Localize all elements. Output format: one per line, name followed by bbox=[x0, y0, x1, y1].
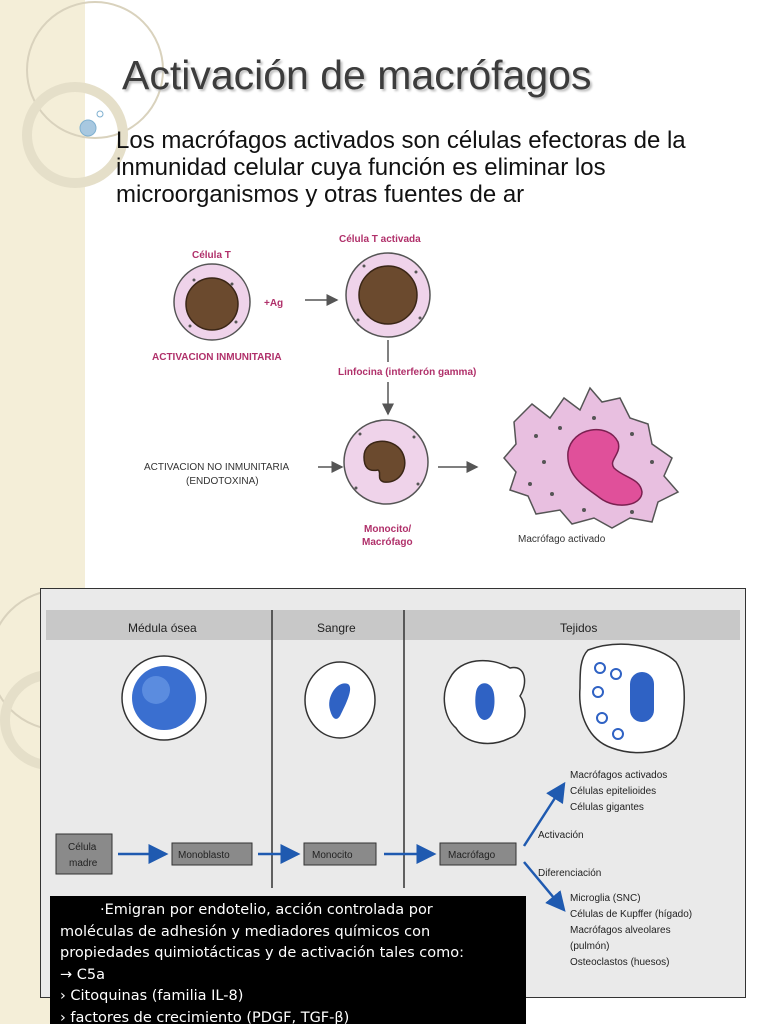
differentiated-output-3: Macrófagos alveolares bbox=[570, 925, 671, 936]
note-line-2: moléculas de adhesión y mediadores químicos con bbox=[60, 923, 431, 940]
header-tissues: Tejidos bbox=[560, 621, 598, 635]
activated-macrophage-label: Macrófago activado bbox=[518, 534, 606, 545]
header-blood: Sangre bbox=[317, 621, 356, 635]
note-line-5: › Citoquinas (familia IL-8) bbox=[60, 988, 244, 1004]
stem-cell-label-2: madre bbox=[69, 858, 98, 869]
differentiated-output-2: Células de Kupffer (hígado) bbox=[570, 909, 693, 920]
note-line-4: → C5a bbox=[60, 966, 105, 983]
monocyte-label-2: Macrófago bbox=[362, 537, 413, 548]
non-immune-label-1: ACTIVACION NO INMUNITARIA bbox=[144, 462, 290, 473]
stem-cell-image bbox=[122, 656, 206, 740]
note-line-1: ·Emigran por endotelio, acción controlada por bbox=[100, 902, 433, 918]
macrophage-label: Macrófago bbox=[448, 850, 496, 861]
slide-body-text: Los macrófagos activados son células efectoras de la inmunidad celular cuya función es eliminar los microorganismos y otras fuentes de ar bbox=[116, 127, 686, 208]
macrophage-activation-figure bbox=[132, 222, 702, 560]
immune-activation-label: ACTIVACION INMUNITARIA bbox=[152, 352, 282, 363]
cell-t-label: Célula T bbox=[192, 250, 231, 261]
header-bone-marrow: Médula ósea bbox=[128, 621, 197, 635]
monocyte-cell bbox=[344, 420, 428, 504]
differentiated-output-5: Osteoclastos (huesos) bbox=[570, 957, 670, 968]
activated-output-2: Células epitelioides bbox=[570, 786, 657, 797]
note-line-3: propiedades quimiotácticas y de activación tales como: bbox=[60, 945, 465, 961]
decor-bubble-2 bbox=[97, 111, 103, 117]
t-cell bbox=[174, 264, 250, 340]
blood-monocyte-image bbox=[305, 662, 375, 738]
monocyte-label-1: Monocito/ bbox=[364, 524, 412, 535]
slide-title: Activación de macrófagos bbox=[122, 52, 592, 98]
activation-label: Activación bbox=[538, 830, 584, 841]
activated-output-1: Macrófagos activados bbox=[570, 770, 668, 781]
cell-t-activated-label: Célula T activada bbox=[339, 234, 421, 245]
activated-t-cell bbox=[346, 253, 430, 337]
activated-macrophage-cell bbox=[504, 388, 678, 528]
activated-output-3: Células gigantes bbox=[570, 802, 644, 813]
antigen-label: +Ag bbox=[264, 298, 284, 309]
monocyte-label: Monocito bbox=[312, 850, 353, 861]
non-immune-label-2: (ENDOTOXINA) bbox=[186, 476, 259, 487]
lymphokine-label: Linfocina (interferón gamma) bbox=[338, 367, 477, 378]
activated-tissue-macrophage-image bbox=[580, 644, 685, 752]
monoblast-label: Monoblasto bbox=[178, 850, 230, 861]
differentiation-label: Diferenciación bbox=[538, 868, 602, 879]
note-line-6: › factores de crecimiento (PDGF, TGF-β) bbox=[60, 1009, 350, 1024]
differentiated-output-4: (pulmón) bbox=[570, 941, 610, 952]
differentiated-output-1: Microglia (SNC) bbox=[570, 893, 641, 904]
note-box bbox=[50, 896, 526, 1024]
stem-cell-label-1: Célula bbox=[68, 842, 97, 853]
